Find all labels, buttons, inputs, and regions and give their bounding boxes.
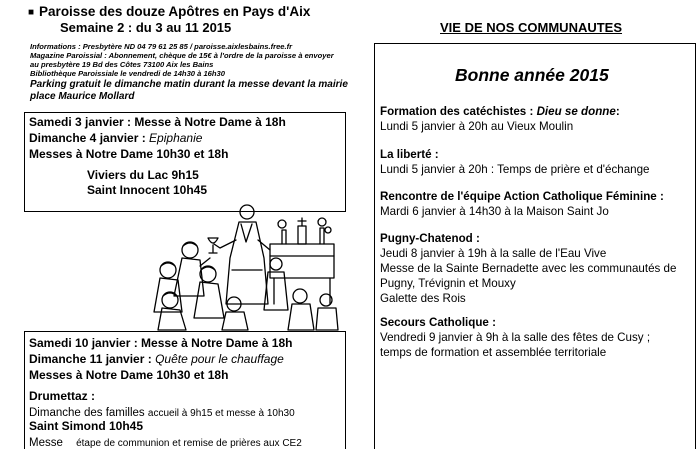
parish-title [28, 4, 310, 19]
acf-title: Rencontre de l'équipe Action Catholique Féminine : [380, 190, 664, 203]
week2-messe [29, 435, 302, 449]
pugny-line-4: Galette des Rois [380, 292, 466, 305]
catechistes-colon: : [615, 105, 620, 118]
info-line-presbytery: Informations : Presbytère ND 04 79 61 25 85 / paroisse.aixlesbains.free.fr [30, 42, 293, 51]
catechistes-theme: Dieu se donne [536, 105, 616, 118]
new-year-greeting: Bonne année 2015 [455, 65, 609, 85]
pugny-line-1: Jeudi 8 janvier à 19h à la salle de l'Eau Vive [380, 247, 607, 260]
catechistes-label: Formation des catéchistes : [380, 105, 537, 118]
week1-sunday-label: Dimanche 4 janvier : [29, 131, 150, 145]
week1-saturday: Samedi 3 janvier : Messe à Notre Dame à 18h [29, 115, 286, 129]
parking-line-2: place Maurice Mollard [30, 91, 135, 102]
pugny-line-3: Pugny, Trévignin et Mouxy [380, 277, 516, 290]
week2-saturday: Samedi 10 janvier : Messe à Notre Dame à 18h [29, 336, 293, 350]
week-subtitle: Semaine 2 : du 3 au 11 2015 [60, 20, 232, 35]
week1-masses: Messes à Notre Dame 10h30 et 18h [29, 147, 229, 161]
secours-line-2: temps de formation et assemblée territoriale [380, 346, 607, 359]
acf-detail: Mardi 6 janvier à 14h30 à la Maison Saint Jo [380, 205, 609, 218]
week2-sunday-note: Quête pour le chauffage [155, 352, 284, 366]
week2-messe-detail: étape de communion et remise de prières aux CE2 [76, 438, 302, 449]
week1-box [24, 112, 346, 212]
pugny-line-2: Messe de la Sainte Bernadette avec les communautés de [380, 262, 677, 275]
week1-sunday [29, 131, 202, 145]
week2-box [24, 331, 346, 449]
info-line-magazine: Magazine Paroissial : Abonnement, chèque de 15€ à l'ordre de la paroisse à envoyer [30, 51, 334, 60]
week1-sunday-feast: Epiphanie [149, 131, 203, 145]
communities-heading: VIE DE NOS COMMUNAUTES [440, 20, 623, 35]
week2-masses: Messes à Notre Dame 10h30 et 18h [29, 368, 229, 382]
secours-title: Secours Catholique : [380, 316, 496, 329]
chalice-shape [208, 238, 218, 243]
liberte-detail: Lundi 5 janvier à 20h : Temps de prière et d'échange [380, 163, 650, 176]
communion-illustration [150, 200, 340, 332]
pugny-title: Pugny-Chatenod : [380, 232, 480, 245]
week1-viviers: Viviers du Lac 9h15 [87, 168, 199, 182]
bullet-icon: ■ [28, 7, 35, 18]
week2-sunday-label: Dimanche 11 janvier : [29, 352, 156, 366]
week2-families [29, 405, 295, 419]
priest-head-shape [240, 205, 254, 219]
catechistes-detail: Lundi 5 janvier à 20h au Vieux Moulin [380, 120, 574, 133]
week2-saint-simond: Saint Simond 10h45 [29, 419, 144, 433]
secours-line-1: Vendredi 9 janvier à 9h à la salle des fêtes de Cusy ; [380, 331, 651, 344]
communities-box [374, 43, 696, 449]
liberte-title: La liberté : [380, 148, 439, 161]
catechistes-title [380, 105, 620, 118]
week2-families-label: Dimanche des familles [29, 407, 148, 419]
parking-line-1: Parking gratuit le dimanche matin durant la messe devant la mairie [30, 79, 348, 90]
parish-title-text: Paroisse des douze Apôtres en Pays d'Aix [39, 4, 311, 19]
week2-sunday [29, 352, 284, 366]
info-line-library: Bibliothèque Paroissiale le vendredi de 14h30 à 16h30 [30, 69, 225, 78]
week1-saint-innocent: Saint Innocent 10h45 [87, 183, 208, 197]
info-line-address: au presbytère 19 Bd des Côtes 73100 Aix les Bains [30, 60, 214, 69]
week2-messe-label: Messe [29, 437, 67, 449]
priest-robe-shape [226, 222, 268, 304]
week2-drumettaz: Drumettaz : [29, 389, 96, 403]
altar-shape [270, 244, 334, 278]
week2-families-detail: accueil à 9h15 et messe à 10h30 [147, 408, 295, 419]
